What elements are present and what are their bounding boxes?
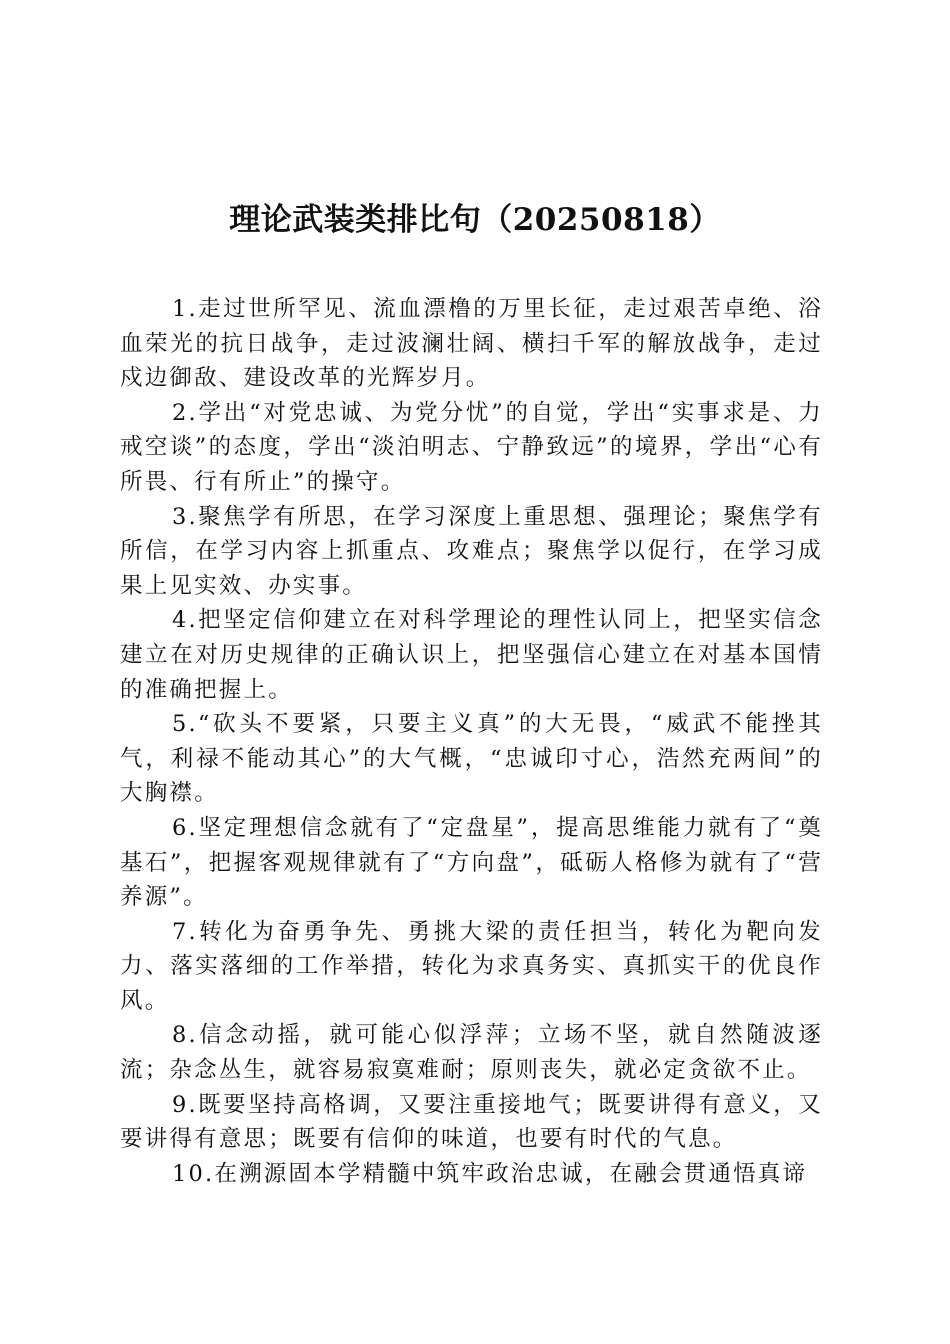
document-body	[120, 292, 823, 1191]
paragraph-6: 6.坚定理想信念就有了“定盘星”，提高思维能力就有了“奠基石”，把握客观规律就有了“方向盘”，砥砺人格修为就有了“营养源”。	[120, 814, 823, 911]
paragraph-8: 8.信念动摇，就可能心似浮萍；立场不坚，就自然随波逐流；杂念丛生，就容易寂寞难耐；原则丧失，就必定贪欲不止。	[120, 1022, 823, 1084]
paragraph-10: 10.在溯源固本学精髓中筑牢政治忠诚，在融会贯通悟真谛	[172, 1160, 808, 1187]
document-title: 理论武装类排比句（20250818）	[229, 202, 721, 238]
paragraph-5: 5.“砍头不要紧，只要主义真”的大无畏，“威武不能挫其气，利禄不能动其心”的大气概，“忠诚印寸心，浩然充两间”的大胸襟。	[120, 711, 823, 807]
paragraph-3: 3.聚焦学有所思，在学习深度上重思想、强理论；聚焦学有所信，在学习内容上抓重点、攻难点；聚焦学以促行，在学习成果上见实效、办实事。	[120, 503, 823, 599]
paragraph-9: 9.既要坚持高格调，又要注重接地气；既要讲得有意义，又要讲得有意思；既要有信仰的味道，也要有时代的气息。	[120, 1091, 823, 1153]
paragraph-4: 4.把坚定信仰建立在对科学理论的理性认同上，把坚实信念建立在对历史规律的正确认识上，把坚强信心建立在对基本国情的准确把握上。	[120, 607, 823, 703]
paragraph-7: 7.转化为奋勇争先、勇挑大梁的责任担当，转化为靶向发力、落实落细的工作举措，转化为求真务实、真抓实干的优良作风。	[120, 918, 823, 1014]
paragraph-2: 2.学出“对党忠诚、为党分忧”的自觉，学出“实事求是、力戒空谈”的态度，学出“淡泊明志、宁静致远”的境界，学出“心有所畏、行有所止”的操守。	[120, 399, 823, 495]
paragraph-1: 1.走过世所罕见、流血漂橹的万里长征，走过艰苦卓绝、浴血荣光的抗日战争，走过波澜壮阔、横扫千军的解放战争，走过戍边御敌、建设改革的光辉岁月。	[120, 296, 823, 392]
